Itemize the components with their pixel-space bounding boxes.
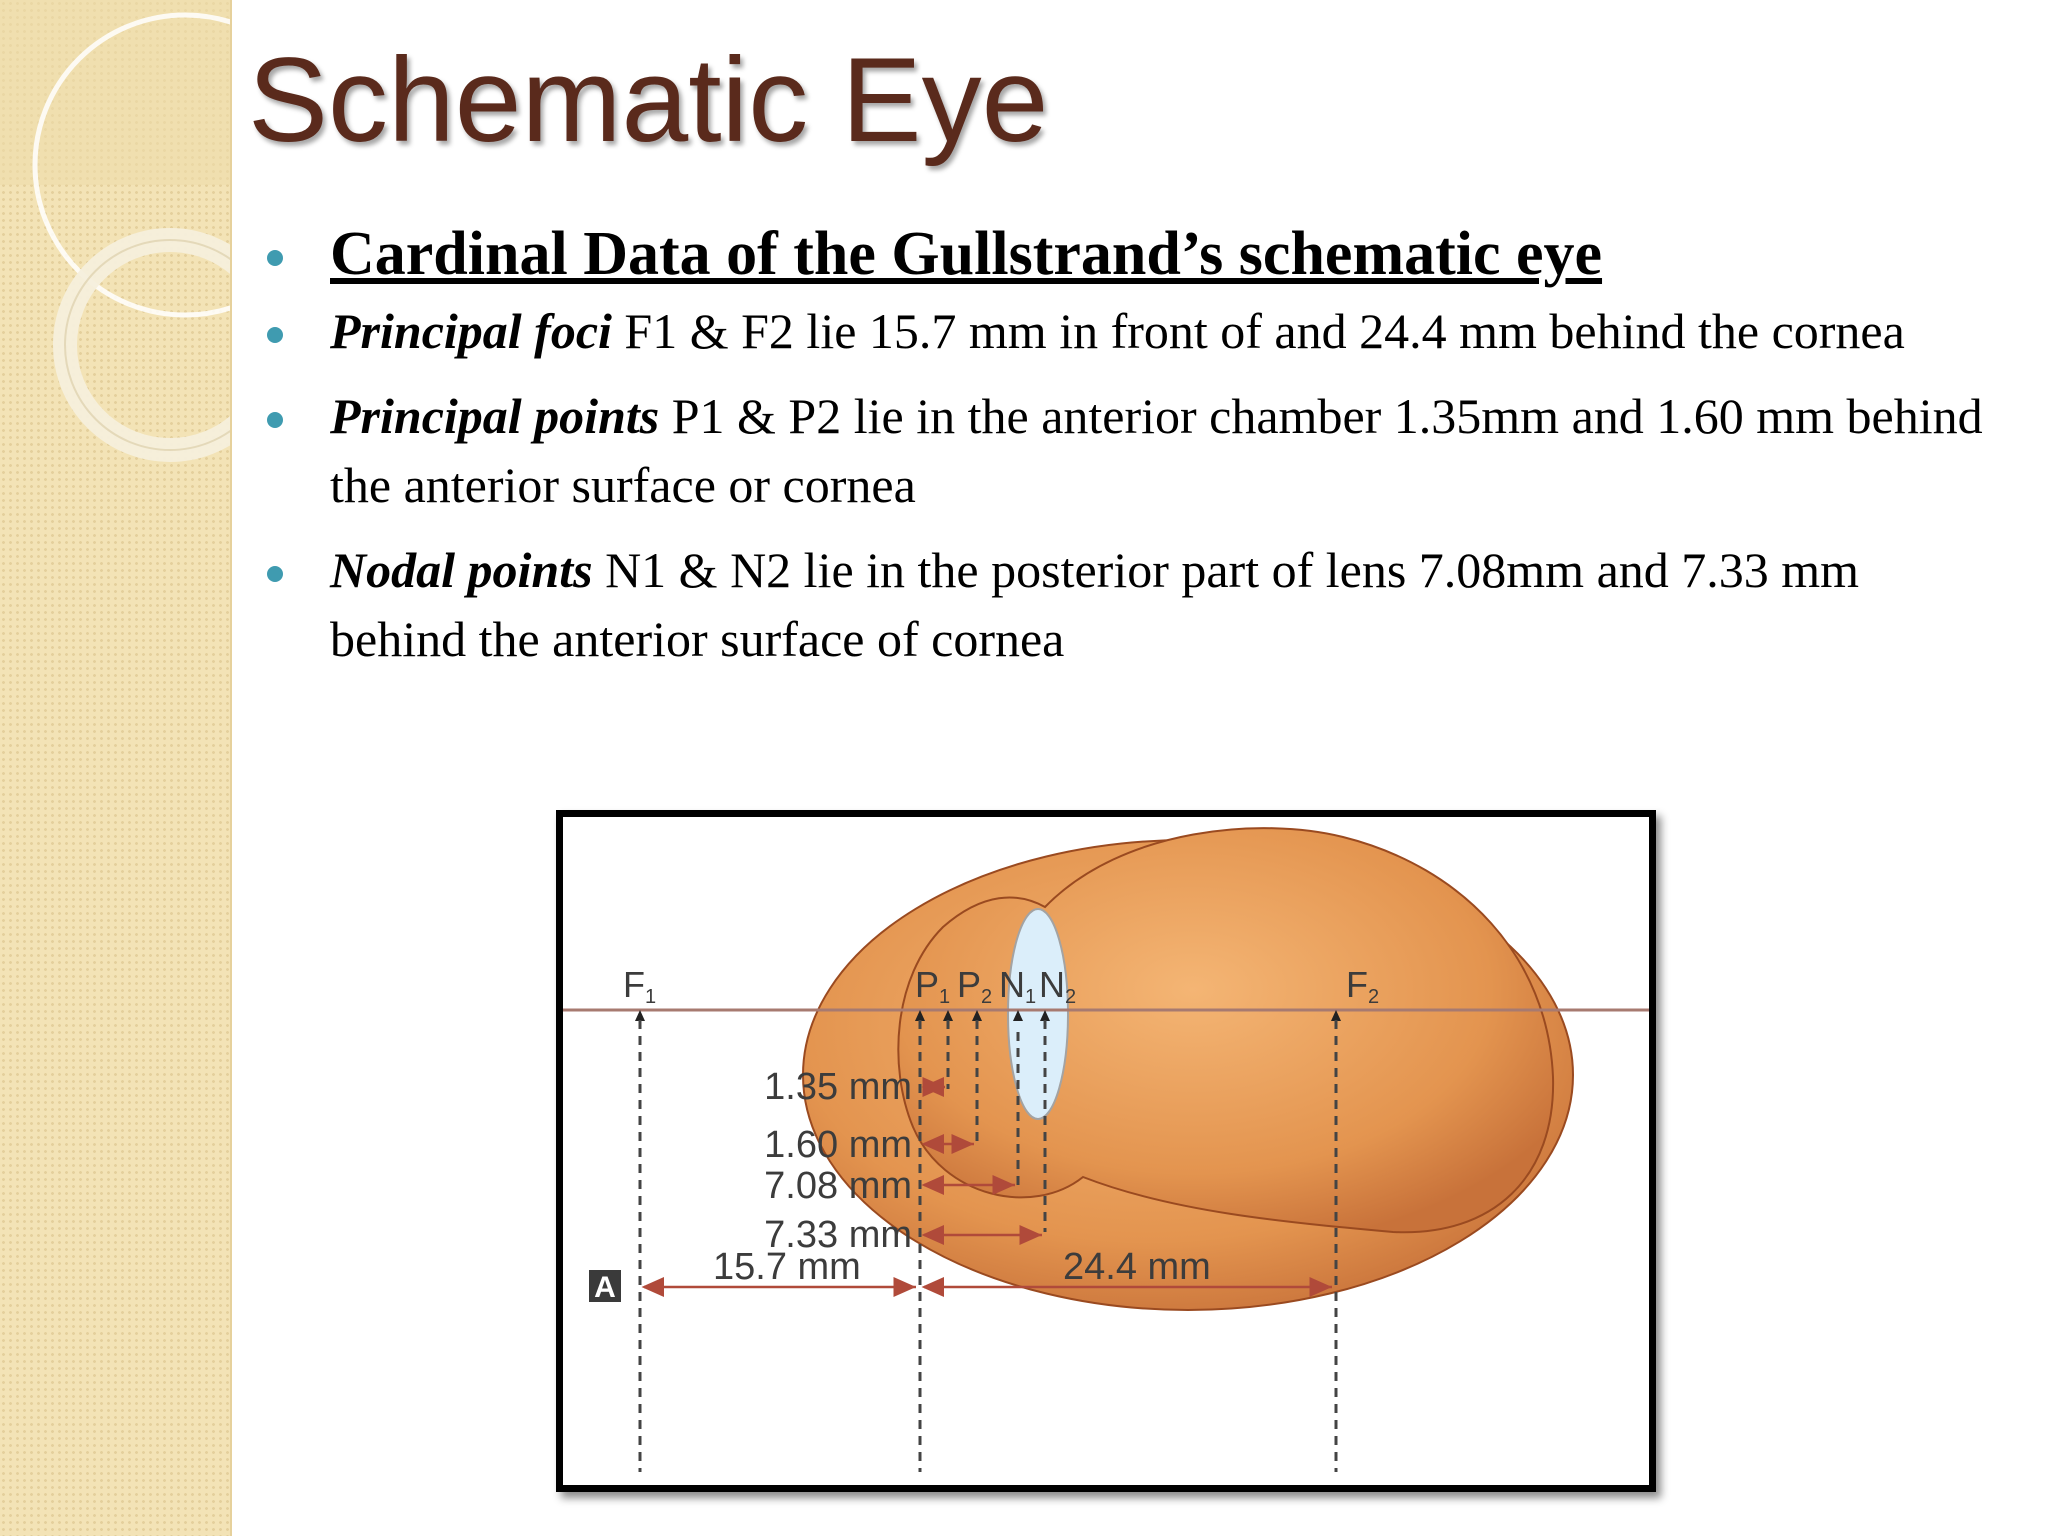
label-p1: P1 [915,964,951,1008]
measure-1-60: 1.60 mm [764,1124,912,1166]
bullet-list [260,220,2000,690]
bullet-dot [267,412,283,428]
bullet-principal-points [260,382,2000,520]
label-f2: F2 [1346,964,1380,1008]
slide-title: Schematic Eye [248,33,1049,167]
measure-15-7: 15.7 mm [713,1246,861,1288]
bullet-principal-foci [260,297,2000,366]
bullet-text: F1 & F2 lie 15.7 mm in front of and 24.4 mm behind the cornea [611,303,1905,359]
measure-1-35: 1.35 mm [764,1066,912,1108]
bullet-nodal-points [260,536,2000,674]
bullet-term: Principal foci [330,303,612,359]
label-n1: N1 [999,964,1037,1008]
label-p2: P2 [957,964,993,1008]
heading-text: Cardinal Data of the Gullstrand’s schematic eye [330,220,1603,288]
measure-7-08: 7.08 mm [764,1165,912,1207]
bullet-term: Nodal points [330,542,593,598]
measure-24-4: 24.4 mm [1063,1246,1211,1288]
schematic-eye-figure [556,810,1656,1492]
decorative-sidebar [0,0,232,1536]
bullet-dot [267,250,283,266]
measure-7-33: 7.33 mm [764,1214,912,1256]
bullet-dot [267,566,283,582]
panel-label: A [594,1271,616,1304]
bullet-heading [260,220,2000,289]
bullet-text: N1 & N2 lie in the posterior part of lens 7.08mm and 7.33 mm behind the anterior surface of cornea [330,542,1860,667]
label-n2: N2 [1039,964,1077,1008]
bullet-dot [267,327,283,343]
decorative-rings [0,0,230,520]
label-f1: F1 [623,964,657,1008]
bullet-text: P1 & P2 lie in the anterior chamber 1.35mm and 1.60 mm behind the anterior surface or cornea [330,388,1983,513]
bullet-term: Principal points [330,388,660,444]
schematic-eye-diagram [563,817,1649,1485]
marker-f1 [635,1010,645,1021]
